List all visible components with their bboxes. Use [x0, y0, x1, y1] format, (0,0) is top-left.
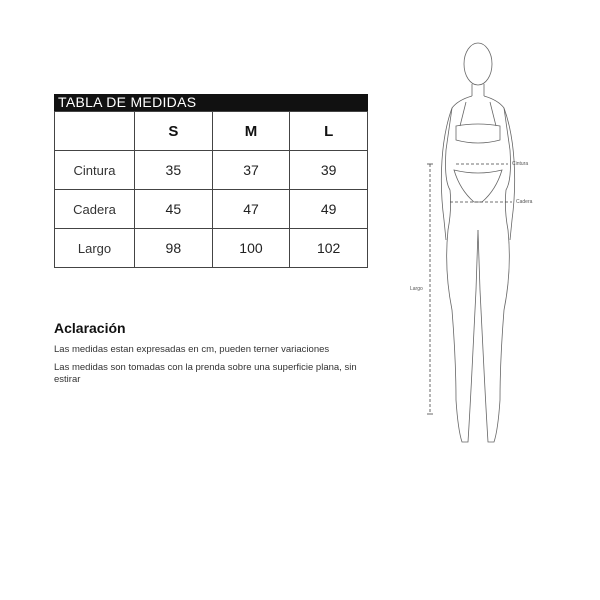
notes-section [54, 320, 374, 392]
table-row-largo [55, 229, 368, 268]
table-cell: 47 [212, 190, 290, 229]
table-title: TABLA DE MEDIDAS [54, 94, 368, 111]
row-label: Largo [55, 229, 135, 268]
size-header-row [55, 112, 368, 151]
table-row-cintura [55, 151, 368, 190]
body-figure-illustration [400, 30, 550, 470]
table-cell: 35 [135, 151, 213, 190]
size-table-block [54, 94, 368, 268]
waist-label: Cintura [512, 161, 529, 167]
table-row-cadera [55, 190, 368, 229]
notes-heading: Aclaración [54, 320, 126, 336]
size-header-s: S [135, 112, 213, 151]
table-cell: 39 [290, 151, 368, 190]
table-cell: 45 [135, 190, 213, 229]
length-label: Largo [410, 286, 423, 292]
table-cell: 100 [212, 229, 290, 268]
figure-outline [441, 43, 514, 442]
waist-measure [456, 161, 528, 167]
row-label: Cintura [55, 151, 135, 190]
table-cell: 102 [290, 229, 368, 268]
row-label: Cadera [55, 190, 135, 229]
header-empty-cell [55, 112, 135, 151]
table-cell: 49 [290, 190, 368, 229]
size-table [54, 111, 368, 268]
length-measure [410, 164, 433, 414]
hip-measure [450, 199, 533, 205]
size-header-m: M [212, 112, 290, 151]
note-units: Las medidas estan expresadas en cm, pueden terner variaciones [54, 344, 330, 355]
size-header-l: L [290, 112, 368, 151]
hip-label: Cadera [516, 199, 533, 205]
table-cell: 37 [212, 151, 290, 190]
table-cell: 98 [135, 229, 213, 268]
note-measuring: Las medidas son tomadas con la prenda sobre una superficie plana, sin estirar [54, 362, 357, 385]
